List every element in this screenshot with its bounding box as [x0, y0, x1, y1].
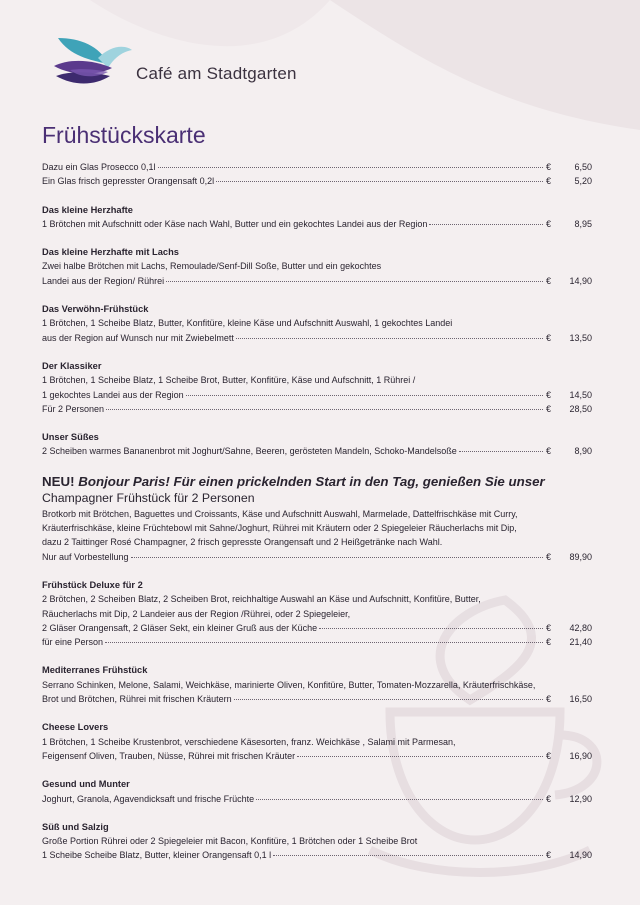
currency: € — [546, 694, 552, 705]
cafe-name: Café am Stadtgarten — [136, 64, 297, 83]
section-title: Cheese Lovers — [42, 722, 109, 733]
item-description: Brotkorb mit Brötchen, Baguettes und Croissants, Käse und Aufschnitt Auswahl, Marmelade, Dattelfrischkäse mit Curry, — [42, 508, 518, 519]
breakfast-menu — [42, 160, 592, 877]
item-description: 1 Brötchen, 1 Scheibe Blatz, Butter, Konfitüre, kleine Käse und Aufschnitt Auswahl, 1 gekochtes Landei — [42, 318, 453, 329]
item-description: Ein Glas frisch gepresster Orangensaft 0,2l — [42, 176, 215, 187]
dot-leader — [429, 224, 543, 225]
menu-section — [42, 578, 592, 649]
section-title: Das Verwöhn-Frühstück — [42, 304, 149, 315]
special-subtitle: Champagner Frühstück für 2 Personen — [42, 490, 255, 505]
item-description: 1 Scheibe Scheibe Blatz, Butter, kleiner Orangensaft 0,1 l — [42, 850, 272, 861]
item-description: Dazu ein Glas Prosecco 0,1l — [42, 162, 156, 172]
menu-section — [42, 430, 592, 459]
item-description: Nur auf Vorbestellung — [42, 551, 129, 562]
currency: € — [546, 162, 552, 172]
item-description: Brot und Brötchen, Rührei mit frischen Kräutern — [42, 694, 232, 705]
menu-line — [42, 692, 592, 706]
special-headline-text: Bonjour Paris! Für einen prickelnden Start in den Tag, genießen Sie unser — [78, 473, 545, 489]
item-price: 16,50 — [569, 694, 592, 705]
item-price: 14,90 — [569, 275, 592, 286]
section-title: Das kleine Herzhafte — [42, 204, 133, 215]
menu-line — [42, 749, 592, 763]
item-description: Landei aus der Region/ Rührei — [42, 275, 165, 286]
currency: € — [546, 446, 552, 457]
page-title: Frühstückskarte — [42, 122, 206, 148]
section-title: Der Klassiker — [42, 360, 102, 371]
item-price: 89,90 — [569, 551, 592, 562]
menu-section — [42, 359, 592, 416]
currency: € — [546, 750, 552, 761]
dot-leader — [459, 451, 543, 452]
menu-line — [42, 402, 592, 416]
item-price: 5,20 — [574, 176, 592, 187]
menu-line — [42, 792, 592, 806]
menu-line — [42, 550, 592, 564]
currency: € — [546, 218, 552, 229]
item-description: Serrano Schinken, Melone, Salami, Weichkäse, marinierte Oliven, Konfitüre, Butter, Tomaten-Mozzarella, Kräuterfrischkäse, — [42, 679, 536, 690]
currency: € — [546, 403, 552, 414]
menu-section — [42, 203, 592, 232]
item-description: 1 Brötchen, 1 Scheibe Blatz, 1 Scheibe Brot, Butter, Konfitüre, Käse und Aufschnitt, 1 Rührei / — [42, 375, 416, 386]
item-price: 13,50 — [569, 332, 592, 343]
menu-section — [42, 245, 592, 288]
menu-section — [42, 777, 592, 806]
section-title: Unser Süßes — [42, 432, 99, 443]
menu-line — [42, 444, 592, 458]
item-description: für eine Person — [42, 637, 104, 648]
drinks-extras — [42, 160, 592, 189]
dot-leader — [256, 799, 543, 800]
item-description: 1 Brötchen, 1 Scheibe Krustenbrot, verschiedene Käsesorten, franz. Weichkäse , Salami mit Parmesan, — [42, 736, 456, 747]
item-description: 1 gekochtes Landei aus der Region — [42, 389, 184, 400]
section-title: Das kleine Herzhafte mit Lachs — [42, 247, 179, 258]
menu-line — [42, 621, 592, 635]
item-price: 28,50 — [569, 403, 592, 414]
item-description: Zwei halbe Brötchen mit Lachs, Remoulade/Senf-Dill Soße, Butter und ein gekochtes — [42, 261, 382, 272]
item-description: 2 Brötchen, 2 Scheiben Blatz, 2 Scheiben Brot, reichhaltige Auswahl an Käse und Aufschnitt, Konfitüre, Butter, — [42, 594, 481, 605]
menu-line — [42, 274, 592, 288]
menu-section — [42, 820, 592, 863]
currency: € — [546, 622, 552, 633]
item-description: 1 Brötchen mit Aufschnitt oder Käse nach Wahl, Butter und ein gekochtes Landei aus der Region — [42, 218, 428, 229]
item-price: 6,50 — [574, 162, 592, 172]
item-description: aus der Region auf Wunsch nur mit Zwiebelmett — [42, 332, 234, 343]
item-price: 16,90 — [569, 750, 592, 761]
menu-line — [42, 848, 592, 862]
menu-section — [42, 302, 592, 345]
special-headline — [42, 473, 592, 490]
menu-line — [42, 331, 592, 345]
menu-section — [42, 663, 592, 706]
item-price: 12,90 — [569, 793, 592, 804]
currency: € — [546, 551, 552, 562]
item-description: Für 2 Personen — [42, 403, 105, 414]
dot-leader — [105, 642, 543, 643]
dot-leader — [319, 628, 543, 629]
section-title: Frühstück Deluxe für 2 — [42, 579, 143, 590]
item-price: 42,80 — [569, 622, 592, 633]
section-title: Süß und Salzig — [42, 821, 109, 832]
champagne-special — [42, 473, 592, 564]
cafe-logo-icon — [50, 36, 134, 92]
dot-leader — [106, 409, 543, 410]
item-description: Feigensenf Oliven, Trauben, Nüsse, Rührei mit frischen Kräuter — [42, 750, 296, 761]
menu-section — [42, 720, 592, 763]
item-price: 8,95 — [574, 218, 592, 229]
currency: € — [546, 389, 552, 400]
menu-line — [42, 217, 592, 231]
item-price: 21,40 — [569, 637, 592, 648]
dot-leader — [216, 181, 543, 182]
menu-line — [42, 174, 592, 188]
menu-line — [42, 160, 592, 174]
item-price: 14,50 — [569, 389, 592, 400]
item-description: Kräuterfrischkäse, kleine Früchtebowl mit Sahne/Joghurt, Rührei mit Kräutern oder 2 Spiegeleier Räucherlachs mit Dip, — [42, 523, 517, 534]
dot-leader — [273, 855, 543, 856]
dot-leader — [186, 395, 543, 396]
item-description: dazu 2 Taittinger Rosé Champagner, 2 frisch gepresste Orangensaft und 2 Heißgetränke nach Wahl. — [42, 537, 443, 548]
dot-leader — [234, 699, 543, 700]
dot-leader — [236, 338, 543, 339]
currency: € — [546, 850, 552, 861]
item-price: 14,90 — [569, 850, 592, 861]
dot-leader — [158, 167, 543, 168]
currency: € — [546, 793, 552, 804]
section-title: Gesund und Munter — [42, 779, 130, 790]
item-price: 8,90 — [574, 446, 592, 457]
item-description: Räucherlachs mit Dip, 2 Landeier aus der Region /Rührei, oder 2 Spiegeleier, — [42, 608, 351, 619]
item-description: Joghurt, Granola, Agavendicksaft und frische Früchte — [42, 793, 255, 804]
dot-leader — [297, 756, 543, 757]
new-badge: NEU! — [42, 473, 75, 489]
item-description: 2 Scheiben warmes Bananenbrot mit Joghurt/Sahne, Beeren, gerösteten Mandeln, Schoko-Mandelsoße — [42, 446, 457, 457]
currency: € — [546, 637, 552, 648]
dot-leader — [166, 281, 543, 282]
item-description: 2 Gläser Orangensaft, 2 Gläser Sekt, ein kleiner Gruß aus der Küche — [42, 622, 318, 633]
menu-line — [42, 635, 592, 649]
currency: € — [546, 176, 552, 187]
menu-line — [42, 388, 592, 402]
item-description: Große Portion Rührei oder 2 Spiegeleier mit Bacon, Konfitüre, 1 Brötchen oder 1 Scheibe Brot — [42, 836, 418, 847]
currency: € — [546, 275, 552, 286]
section-title: Mediterranes Frühstück — [42, 665, 148, 676]
dot-leader — [131, 557, 543, 558]
currency: € — [546, 332, 552, 343]
